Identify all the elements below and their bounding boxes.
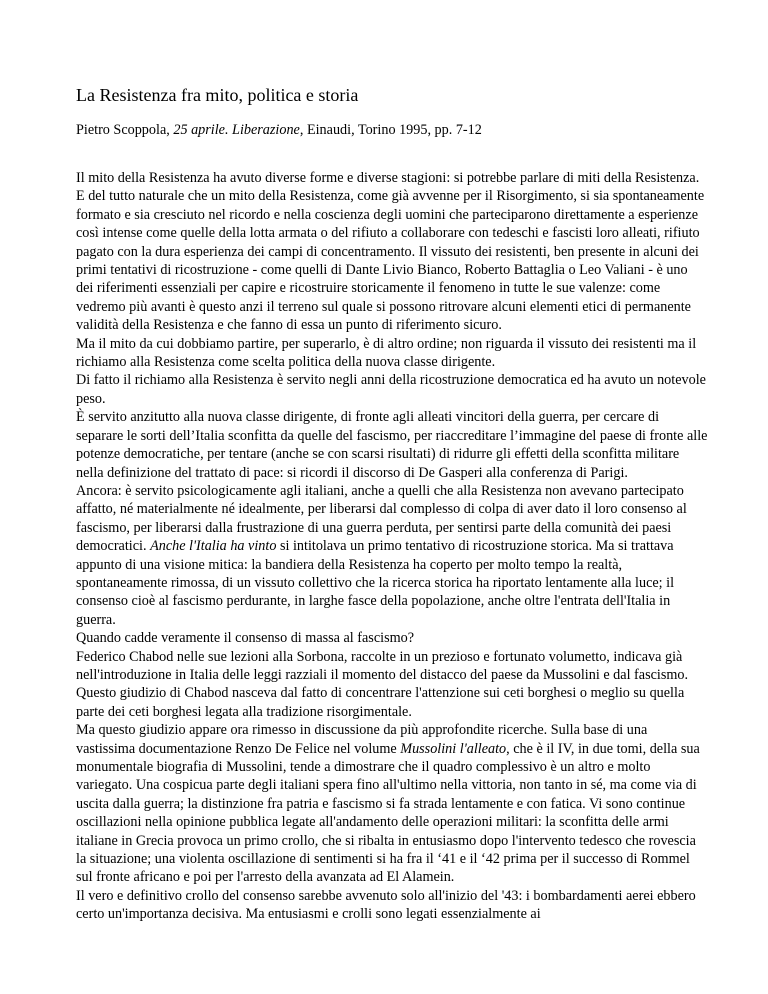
paragraph-9-text-a: Ma questo giudizio appare ora rimesso in discussione da più approfondite ricerche. Sulla base di una vastissima documentazione Renzo De Felice nel volume <box>76 722 648 757</box>
paragraph-9-italic-title: Mussolini l'alleato <box>400 740 507 757</box>
paragraph-5: È servito anzitutto alla nuova classe dirigente, di fronte agli alleati vincitori della guerra, per cercare di separare le sorti dell’Italia sconfitta da quelle del fascismo, per riaccreditare l’immagine del paese di fronte alle potenze democratiche, per tentare (anche se con scarsi risultati) di ridurre gli effetti della sconfitta militare nella definizione del trattato di pace: si ricordi il discorso di De Gasperi alla conferenza di Parigi. <box>76 409 708 481</box>
paragraph-4: Di fatto il richiamo alla Resistenza è servito negli anni della ricostruzione democratica ed ha avuto un notevole peso. <box>76 372 706 407</box>
paragraph-7: Quando cadde veramente il consenso di massa al fascismo? <box>76 630 415 647</box>
paragraph-6-text-a: Ancora: è servito psicologicamente agli italiani, anche a quelli che alla Resistenza non avevano partecipato affatto, né materialmente né idealmente, per liberarsi dal complesso di colpa di aver dato il loro consenso al fascismo, per liberarsi dalla frustrazione di una guerra perduta, per sentirsi parte della comunità dei paesi democratici. <box>76 482 687 555</box>
paragraph-8: Federico Chabod nelle sue lezioni alla Sorbona, raccolte in un prezioso e fortunato volumetto, indicava già nell'introduzione in Italia delle leggi razziali il momento del distacco del paese da Mussolini e dal fascismo. Questo giudizio di Chabod nasceva dal fatto di concentrare l'attenzione sui ceti borghesi o meglio su quella parte dei ceti borghesi legata alla tradizione risorgimentale. <box>76 648 689 720</box>
byline-publication: , Einaudi, Torino 1995, pp. 7-12 <box>299 122 482 138</box>
byline <box>76 121 708 139</box>
byline-book-title: 25 aprile. Liberazione <box>173 122 300 138</box>
paragraph-3: Ma il mito da cui dobbiamo partire, per superarlo, è di altro ordine; non riguarda il vissuto dei resistenti ma il richiamo alla Resistenza come scelta politica della nuova classe dirigente. <box>76 335 697 371</box>
paragraph-2: E del tutto naturale che un mito della Resistenza, come già avvenne per il Risorgimento, si sia spontaneamente formato e sia cresciuto nel ricordo e nella coscienza degli uomini che parteciparono direttamente a esperienze così intense come quelle della lotta armata o del rifiuto a collaborare con tedeschi e fascisti loro alleati, rifiuto pagato con la dura esperienza dei campi di concentramento. Il vissuto dei resistenti, ben presente in alcuni dei primi tentativi di ricostruzione - come quelli di Dante Livio Bianco, Roberto Battaglia o Leo Valiani - è uno dei riferimenti essenziali per capire e ricostruire storicamente il fenomeno in tutte le sue valenze: come vedremo più avanti è questo anzi il terreno sul quale si possono ritrovare alcuni elementi etici di permanente validità della Resistenza e che fanno di essa un punto di riferimento sicuro. <box>76 188 705 334</box>
paragraph-6-text-b: si intitolava un primo tentativo di ricostruzione storica. Ma si trattava appunto di una visione mitica: la bandiera della Resistenza ha coperto per molto tempo la realtà, spontaneamente rimossa, di un vissuto collettivo che la ricerca storica ha riportato lentamente alla luce; il consenso cioè al fascismo perdurante, in larghe fasce della popolazione, anche oltre l'entrata dell'Italia in guerra. <box>76 538 675 628</box>
paragraph-9 <box>76 721 708 887</box>
paragraph-6 <box>76 482 708 629</box>
byline-author: Pietro Scoppola, <box>76 122 174 138</box>
paragraph-6-italic-title: Anche l'Italia ha vinto <box>150 538 277 555</box>
document-title: La Resistenza fra mito, politica e storia <box>76 85 359 105</box>
paragraph-10: Il vero e definitivo crollo del consenso sarebbe avvenuto solo all'inizio del '43: i bombardamenti aerei ebbero certo un'importanza decisiva. Ma entusiasmi e crolli sono legati essenzialmente ai <box>76 887 696 923</box>
document-body <box>76 169 708 924</box>
paragraph-1: Il mito della Resistenza ha avuto diverse forme e diverse stagioni: si potrebbe parlare di miti della Resistenza. <box>76 170 700 186</box>
paragraph-9-text-b: , che è il IV, in due tomi, della sua monumentale biografia di Mussolini, tende a dimostrare che il quadro complessivo è un altro e molto variegato. Una cospicua parte degli italiani spera fino all'ultimo nella vittoria, non tanto in sé, ma come via di uscita dalla guerra; la distinzione fra patria e fascismo si fa strada lentamente e con fatica. Vi sono continue oscillazioni nella opinione pubblica legate all'andamento delle operazioni militari: la sconfitta delle armi italiane in Grecia provoca un primo crollo, che si ribalta in entusiasmo dopo l'intervento tedesco che rovescia la situazione; una violenta oscillazione di sentimenti si ha fra il ‘41 e il ‘42 prima per il successo di Rommel sul fronte africano e poi per l'arresto della avanzata ad El Alamein. <box>76 740 700 886</box>
